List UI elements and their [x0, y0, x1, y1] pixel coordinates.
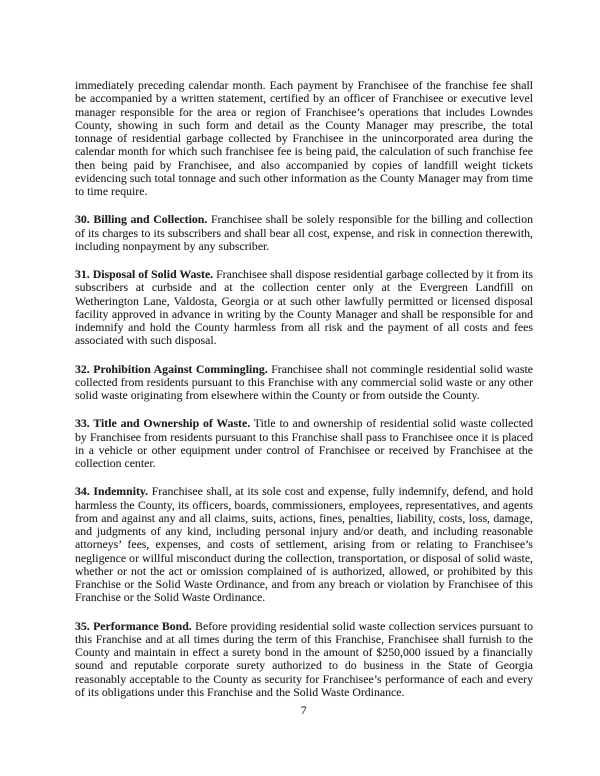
paragraph-disposal-of-solid-waste: [75, 268, 533, 348]
paragraph-continuation: [75, 79, 533, 198]
paragraph-body: Franchisee shall not commingle residential solid waste collected from residents pursuant to this Franchise with any commercial solid waste or any other solid waste originating from elsewhere within the County or from outside the County.: [75, 361, 534, 402]
paragraph-heading: 33. Title and Ownership of Waste.: [75, 416, 251, 431]
page-content: [75, 79, 533, 717]
paragraph-heading: 31. Disposal of Solid Waste.: [75, 267, 214, 281]
paragraph-performance-bond: [75, 620, 533, 700]
page-number: 7: [300, 703, 308, 717]
paragraph-body: Franchisee shall dispose residential garbage collected by it from its subscribers at curbside and at the collection center only at the Evergreen Landfill on Wetherington Lane, Valdosta, Georgia or at such other lawfully permitted or licensed disposal facility approved in advance in writing by the County Manager and shall be responsible for and indemnify and hold the County harmless from all risk and the payment of all costs and fees associated with such disposal.: [75, 267, 533, 348]
paragraph-body: immediately preceding calendar month. Each payment by Franchisee of the franchise fee shall be accompanied by a written statement, certified by an officer of Franchisee or executive level manager responsible for the area or region of Franchisee’s operations that includes Lowndes County, showing in such form and detail as the County Manager may prescribe, the total tonnage of residential garbage collected by Franchisee in the unincorporated area during the calendar month for which such franchisee fee is being paid, the calculation of such franchise fee then being paid by Franchisee, and also accompanied by copies of landfill weight tickets evidencing such total tonnage and such other information as the County Manager may from time to time require.: [75, 78, 533, 198]
paragraph-heading: 30. Billing and Collection.: [75, 212, 208, 227]
paragraph-heading: 35. Performance Bond.: [75, 618, 192, 633]
paragraph-heading: 34. Indemnity.: [75, 484, 149, 499]
paragraph-title-and-ownership-of-waste: [75, 417, 533, 470]
paragraph-body: Franchisee shall, at its sole cost and expense, fully indemnify, defend, and hold harmless the County, its officers, boards, commissioners, employees, representatives, and agents from and against any and all claims, suits, actions, fines, penalties, liability, costs, loss, damage, and judgments of any kind, including personal injury and/or death, and including reasonable attorneys’ fees, expenses, and costs of settlement, arising from or relating to Franchisee’s negligence or willful misconduct during the collection, transportation, or disposal of solid waste, whether or not the act or omission complained of is authorized, allowed, or prohibited by this Franchise or the Solid Waste Ordinance, and from any breach or violation by Franchisee of this Franchise or the Solid Waste Ordinance.: [75, 484, 533, 605]
paragraph-billing-and-collection: [75, 213, 533, 253]
paragraph-body: Title to and ownership of residential solid waste collected by Franchisee from residents pursuant to this Franchise shall pass to Franchisee once it is placed in a vehicle or other equipment under control of Franchisee or received by Franchisee at the collection center.: [75, 416, 533, 470]
paragraph-heading: 32. Prohibition Against Commingling.: [75, 361, 268, 376]
paragraph-indemnity: [75, 485, 533, 604]
paragraph-prohibition-against-commingling: [75, 363, 533, 403]
paragraph-body: Before providing residential solid waste collection services pursuant to this Franchise and at all times during the term of this Franchise, Franchisee shall furnish to the County and maintain in effect a surety bond in the amount of $250,000 issued by a financially sound and reputable corporate surety authorized to do business in the State of Georgia reasonably acceptable to the County as security for Franchisee’s performance of each and every of its obligations under this Franchise and the Solid Waste Ordinance.: [75, 618, 534, 699]
paragraph-body: Franchisee shall be solely responsible for the billing and collection of its charges to its subscribers and shall bear all cost, expense, and risk in connection therewith, including nonpayment by any subscriber.: [75, 212, 533, 253]
